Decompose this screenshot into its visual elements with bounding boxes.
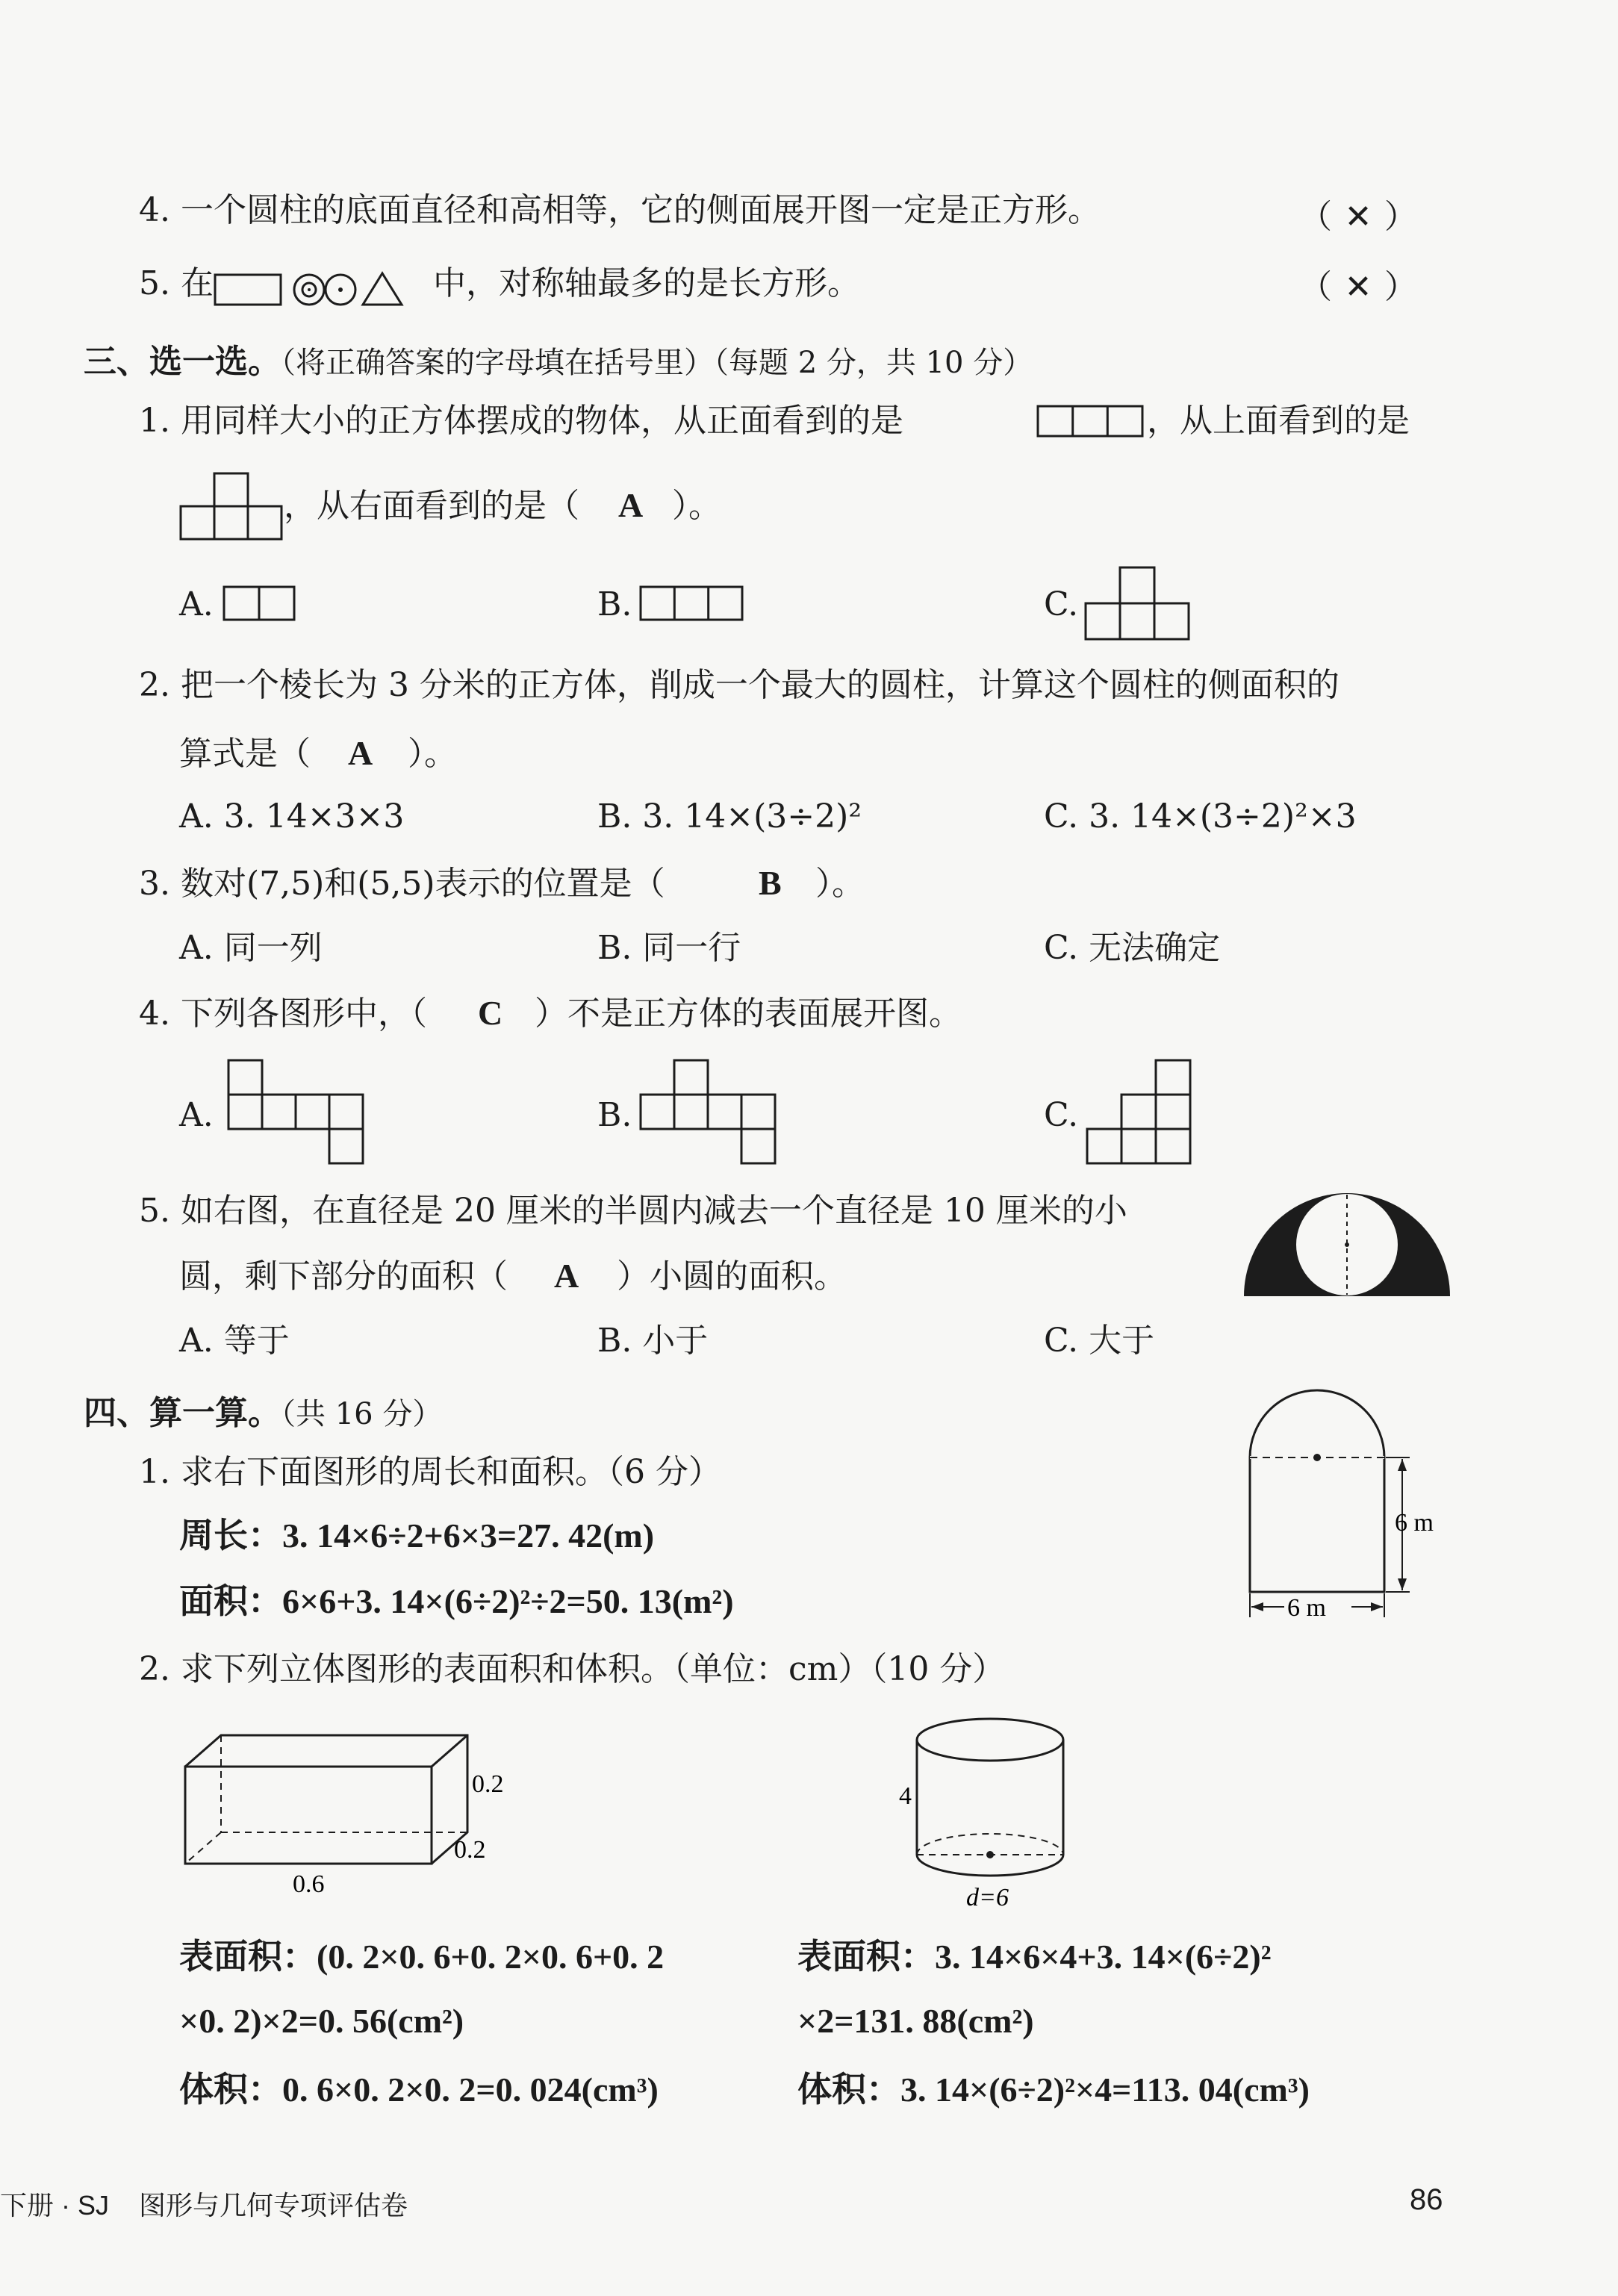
s3-q5-text2: 圆，剩下部分的面积（ [179, 1257, 508, 1295]
s3-q1-front-view [1036, 405, 1145, 438]
s3-q1-answer: A [618, 486, 644, 524]
fig-width-label: 6 m [1287, 1594, 1326, 1622]
s3-q1-text-c: ，从右面看到的是（ [284, 487, 579, 525]
s3-q2-text: 2. 把一个棱长为 3 分米的正方体，削成一个最大的圆柱，计算这个圆柱的侧面积的 [139, 666, 1339, 704]
box-depth-label: 0.2 [454, 1836, 486, 1864]
s3-q5-answer: A [554, 1257, 579, 1295]
section3-title: 三、选一选。 [84, 343, 281, 381]
s4-q1-perimeter: 周长：3. 14×6÷2+6×3=27. 42(m) [179, 1516, 655, 1555]
s3-q1-opt-a-figure [223, 585, 297, 623]
s4-q2-text: 2. 求下列立体图形的表面积和体积。（单位：cm）（10 分） [139, 1650, 1006, 1688]
s3-q4-opt-c-net [1086, 1059, 1195, 1168]
s3-q4-opt-b-net [639, 1059, 781, 1168]
s3-q4-opt-a: A. [179, 1096, 214, 1134]
s4-q1-figure [1239, 1381, 1463, 1635]
s3-q4-text-end: ）不是正方体的表面展开图。 [535, 995, 962, 1033]
s3-q2-text2: 算式是（ [179, 735, 311, 773]
box-front-face [185, 1767, 432, 1864]
s4-q2-box-sa1: 表面积：(0. 2×0. 6+0. 2×0. 6+0. 2 [179, 1938, 665, 1976]
s3-q3-text: 3. 数对(7,5)和(5,5)表示的位置是（ [139, 865, 665, 903]
s3-q3-answer: B [759, 864, 782, 902]
s3-q2-opt-c: C. 3. 14×(3÷2)²×3 [1044, 797, 1357, 836]
page-number: 86 [1410, 2183, 1443, 2216]
s3-q4-opt-c: C. [1044, 1096, 1079, 1134]
s3-q1-text-a: 1. 用同样大小的正方体摆成的物体，从正面看到的是 [139, 402, 903, 440]
tf-q5-shapes [214, 270, 438, 308]
tf-q5-paren: （ ✕ ） [1299, 268, 1417, 306]
tf-q4-answer: ✕ [1344, 198, 1372, 236]
box-length-label: 0.6 [293, 1870, 325, 1898]
s4-q2-cyl-sa2: ×2=131. 88(cm²) [797, 2002, 1034, 2040]
s3-q1-opt-b-figure [639, 585, 745, 623]
s3-q3-opt-b: B. 同一行 [597, 929, 741, 967]
box-height-label: 0.2 [472, 1770, 504, 1798]
s3-q5-text2-end: ）小圆的面积。 [617, 1257, 847, 1295]
section4-heading [84, 1386, 442, 1434]
footer-left: 下册 · SJ [0, 2190, 110, 2221]
tf-q4-paren: （ ✕ ） [1299, 198, 1417, 236]
cylinder-diameter-label: d=6 [966, 1884, 1009, 1911]
s3-q5-semicircle-figure [1242, 1190, 1451, 1298]
s4-q2-cylinder-figure [893, 1713, 1087, 1914]
s3-q5-opt-a: A. 等于 [179, 1322, 290, 1360]
tf-q5-post: 中，对称轴最多的是长方形。 [433, 264, 860, 302]
cylinder-height-label: 4 [899, 1782, 912, 1810]
section4-note: （共 16 分） [281, 1397, 443, 1431]
tf-q4-text: 4. 一个圆柱的底面直径和高相等，它的侧面展开图一定是正方形。 [139, 191, 1101, 229]
s3-q4-text: 4. 下列各图形中，（ [139, 995, 427, 1033]
triangle-shape [363, 273, 402, 305]
s4-q1-area: 面积：6×6+3. 14×(6÷2)²÷2=50. 13(m²) [179, 1582, 734, 1620]
footer-title: 图形与几何专项评估卷 [139, 2190, 408, 2221]
s3-q1-text-d: ）。 [672, 487, 721, 525]
tf-q5-pre: 5. 在 [139, 264, 214, 302]
s3-q4-opt-a-net [227, 1059, 369, 1168]
rectangle-shape [215, 275, 281, 305]
fig-height-label: 6 m [1395, 1509, 1434, 1537]
s3-q4-answer: C [478, 994, 503, 1032]
s4-q2-cyl-sa1: 表面积：3. 14×6×4+3. 14×(6÷2)² [797, 1938, 1272, 1976]
s3-q1-text-b: ，从上面看到的是 [1147, 402, 1410, 440]
s4-q2-box-v: 体积：0. 6×0. 2×0. 2=0. 024(cm³) [179, 2071, 659, 2109]
s3-q3-opt-c: C. 无法确定 [1044, 929, 1221, 967]
section3-note: （将正确答案的字母填在括号里）（每题 2 分，共 10 分） [281, 346, 1033, 380]
section3-heading [84, 335, 1033, 382]
s3-q3-opt-a: A. 同一列 [179, 929, 323, 967]
s3-q5-text: 5. 如右图，在直径是 20 厘米的半圆内减去一个直径是 10 厘米的小 [139, 1192, 1127, 1230]
s4-q1-text: 1. 求右下面图形的周长和面积。（6 分） [139, 1453, 721, 1491]
s3-q1-top-view [179, 472, 284, 541]
s3-q2-text2-end: ）。 [408, 735, 457, 773]
cylinder-top [917, 1719, 1063, 1761]
s3-q2-opt-b: B. 3. 14×(3÷2)² [597, 797, 862, 836]
tf-q5-answer: ✕ [1344, 268, 1372, 306]
s4-q2-cyl-v: 体积：3. 14×(6÷2)²×4=113. 04(cm³) [797, 2071, 1310, 2109]
section4-title: 四、算一算。 [84, 1394, 281, 1432]
arch-semicircle [1250, 1390, 1384, 1457]
s3-q3-text-end: ）。 [815, 865, 865, 903]
s3-q4-opt-b: B. [597, 1096, 632, 1134]
s3-q5-opt-c: C. 大于 [1044, 1322, 1155, 1360]
s3-q1-opt-b: B. [597, 585, 632, 623]
s4-q2-box-figure [176, 1725, 520, 1898]
s3-q1-opt-c: C. [1044, 585, 1079, 623]
s3-q1-opt-a: A. [179, 585, 214, 623]
square-part [1250, 1457, 1384, 1592]
s3-q2-opt-a: A. 3. 14×3×3 [179, 797, 405, 836]
s3-q2-answer: A [348, 734, 373, 772]
s3-q5-opt-b: B. 小于 [597, 1322, 709, 1360]
s4-q2-box-sa2: ×0. 2)×2=0. 56(cm²) [179, 2002, 464, 2040]
s3-q1-opt-c-figure [1084, 563, 1193, 642]
